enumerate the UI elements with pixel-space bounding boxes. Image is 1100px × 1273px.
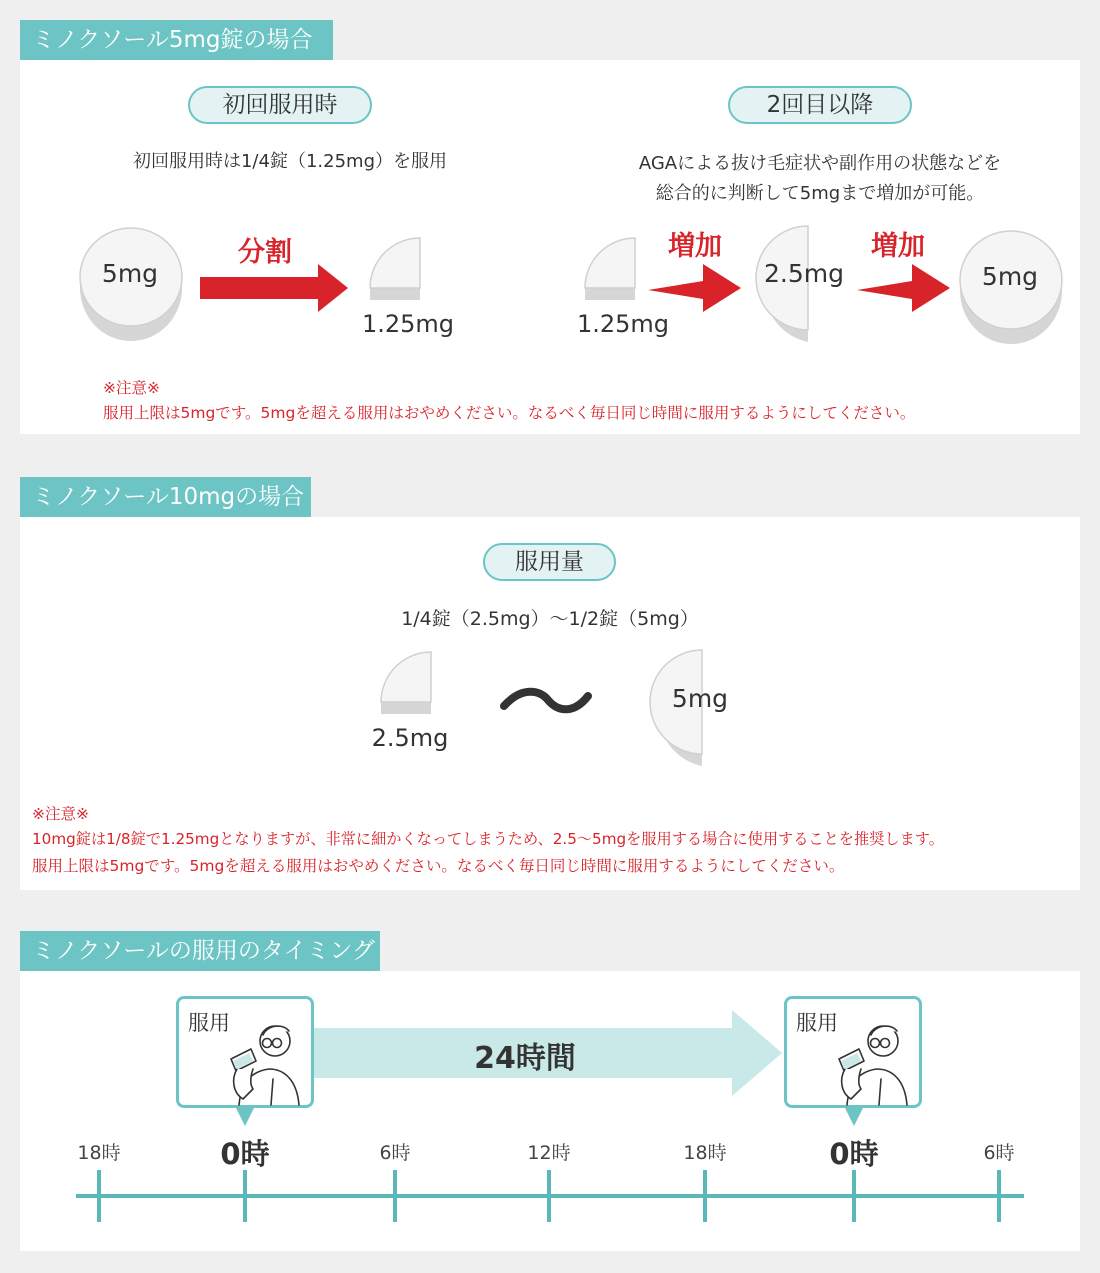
dose-box-2 — [784, 996, 922, 1108]
dose-box-1-pointer-icon — [235, 1106, 255, 1128]
quarter-tablet-label-3: 2.5mg — [371, 724, 449, 752]
quarter-tablet-icon-3 — [379, 650, 435, 716]
section3-tab: ミノクソールの服用のタイミング — [20, 931, 380, 971]
drinking-man-icon-2 — [831, 1019, 911, 1105]
timeline-tick-label-6: 6時 — [983, 1142, 1015, 1164]
timeline-tick-label-2: 6時 — [379, 1142, 411, 1164]
section1-note-text: 服用上限は5mgです。5mgを超える服用はおやめください。なるべく毎日同じ時間に服用するようにしてください。 — [103, 404, 916, 422]
increase-label-2: 増加 — [871, 231, 925, 262]
dose-box-2-pointer-icon — [844, 1106, 864, 1128]
section2-note-line2: 服用上限は5mgです。5mgを超える服用はおやめください。なるべく毎日同じ時間に服用するようにしてください。 — [32, 857, 845, 875]
whole-tablet-label-2: 5mg — [981, 262, 1039, 291]
section2-note-line1: 10mg錠は1/8錠で1.25mgとなりますが、非常に細かくなってしまうため、2.5〜5mgを服用する場合に使用することを推奨します。 — [32, 830, 944, 848]
interval-label: 24時間 — [474, 1041, 576, 1076]
dosage-pill: 服用量 — [483, 543, 616, 581]
dose-box-2-label: 服用 — [796, 1011, 838, 1035]
timeline-axis — [0, 1160, 1100, 1230]
quarter-tablet-icon — [368, 236, 424, 302]
increase-arrow-2-icon — [857, 264, 952, 312]
dose-box-1-label: 服用 — [188, 1011, 230, 1035]
section1-tab: ミノクソール5mg錠の場合 — [20, 20, 333, 60]
split-arrow-icon — [200, 264, 350, 312]
quarter-tablet-label-2: 1.25mg — [576, 310, 670, 338]
timeline-tick-label-0: 18時 — [77, 1142, 121, 1164]
drinking-man-icon — [223, 1019, 303, 1105]
section2-tab: ミノクソール10mgの場合 — [20, 477, 311, 517]
dose-box-1 — [176, 996, 314, 1108]
second-dose-description-line1: AGAによる抜け毛症状や副作用の状態などを — [638, 153, 1002, 174]
section1-note-title: ※注意※ — [103, 379, 160, 397]
section2-note-title: ※注意※ — [32, 805, 89, 823]
tilde-text — [540, 690, 541, 691]
whole-tablet-label: 5mg — [101, 259, 159, 288]
timeline-tick-label-4: 18時 — [683, 1142, 727, 1164]
second-dose-description-line2: 総合的に判断して5mgまで増加が可能。 — [655, 183, 985, 204]
timeline-tick-label-5: 0時 — [829, 1137, 879, 1171]
increase-label-1: 増加 — [668, 231, 722, 262]
increase-arrow-1-icon — [648, 264, 743, 312]
half-tablet-label: 2.5mg — [764, 259, 844, 288]
dosage-description: 1/4錠（2.5mg）〜1/2錠（5mg） — [401, 608, 699, 630]
first-dose-description: 初回服用時は1/4錠（1.25mg）を服用 — [132, 151, 447, 172]
timeline-tick-label-3: 12時 — [527, 1142, 571, 1164]
timeline-tick-label-1: 0時 — [220, 1137, 270, 1171]
half-tablet-label-2: 5mg — [671, 684, 729, 713]
quarter-tablet-label: 1.25mg — [361, 310, 455, 338]
tilde-icon — [500, 688, 592, 716]
first-dose-pill: 初回服用時 — [188, 86, 372, 124]
second-dose-pill: 2回目以降 — [728, 86, 912, 124]
split-label: 分割 — [238, 237, 292, 268]
quarter-tablet-icon-2 — [583, 236, 639, 302]
